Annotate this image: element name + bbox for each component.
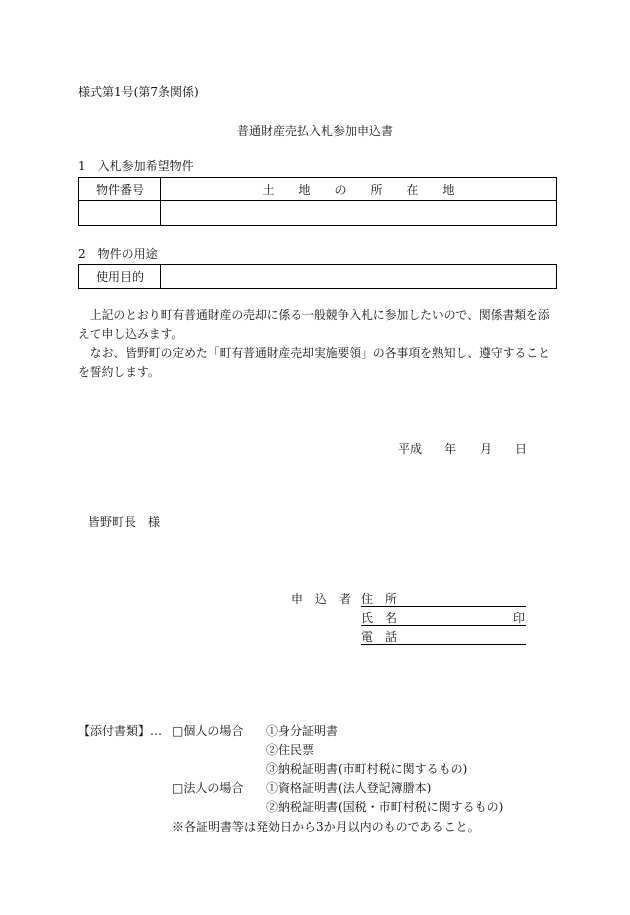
attachments-heading: 【添付書類】… bbox=[78, 724, 163, 738]
attachments-note: ※各証明書等は発効日から3か月以内のものであること。 bbox=[172, 820, 480, 834]
addressee: 皆野町長 様 bbox=[88, 515, 161, 529]
date-era: 平成 bbox=[398, 442, 423, 456]
date-day-label: 日 bbox=[515, 442, 528, 456]
form-number: 様式第1号(第7条関係) bbox=[78, 85, 199, 99]
corporate-item: ②納税証明書(国税・市町村税に関するもの) bbox=[266, 800, 504, 814]
corporate-checkbox-label: □法人の場合 bbox=[172, 781, 244, 795]
individual-item: ②住民票 bbox=[266, 743, 315, 757]
phone-label: 電 話 bbox=[361, 630, 398, 644]
property-number-field[interactable] bbox=[79, 201, 161, 225]
applicant-label: 申 込 者 bbox=[291, 592, 352, 606]
corporate-item: ①資格証明書(法人登記簿謄本) bbox=[266, 781, 432, 795]
individual-item: ③納税証明書(市町村税に関するもの) bbox=[266, 762, 468, 776]
property-table bbox=[78, 177, 557, 226]
individual-checkbox-label: □個人の場合 bbox=[172, 724, 244, 738]
seal-mark: 印 bbox=[513, 611, 526, 625]
address-label: 住 所 bbox=[361, 592, 398, 606]
form-title: 普通財産売払入札参加申込書 bbox=[236, 124, 393, 138]
usage-purpose-label: 使用目的 bbox=[95, 269, 144, 284]
address-line[interactable] bbox=[361, 591, 526, 607]
application-statement: 上記のとおり町有普通財産の売却に係る一般競争入札に参加したいので、関係書類を添えて申し込みます。 bbox=[78, 308, 550, 341]
land-location-header: 土 地 の 所 在 地 bbox=[262, 182, 455, 197]
pledge-statement: なお、皆野町の定めた「町有普通財産売却実施要領」の各事項を熟知し、遵守することを誓約します。 bbox=[78, 346, 550, 379]
land-location-field[interactable] bbox=[161, 201, 556, 225]
usage-table bbox=[78, 264, 557, 289]
name-label: 氏 名 bbox=[361, 611, 398, 625]
date-month-label: 月 bbox=[480, 442, 493, 456]
section2-heading: 2 物件の用途 bbox=[78, 247, 158, 261]
phone-line[interactable] bbox=[361, 629, 526, 645]
section1-heading: 1 入札参加希望物件 bbox=[78, 159, 194, 173]
individual-item: ①身分証明書 bbox=[266, 724, 339, 738]
date-year-label: 年 bbox=[444, 442, 457, 456]
usage-purpose-field[interactable] bbox=[161, 265, 556, 288]
name-line[interactable] bbox=[361, 610, 526, 626]
property-number-header: 物件番号 bbox=[95, 182, 144, 197]
